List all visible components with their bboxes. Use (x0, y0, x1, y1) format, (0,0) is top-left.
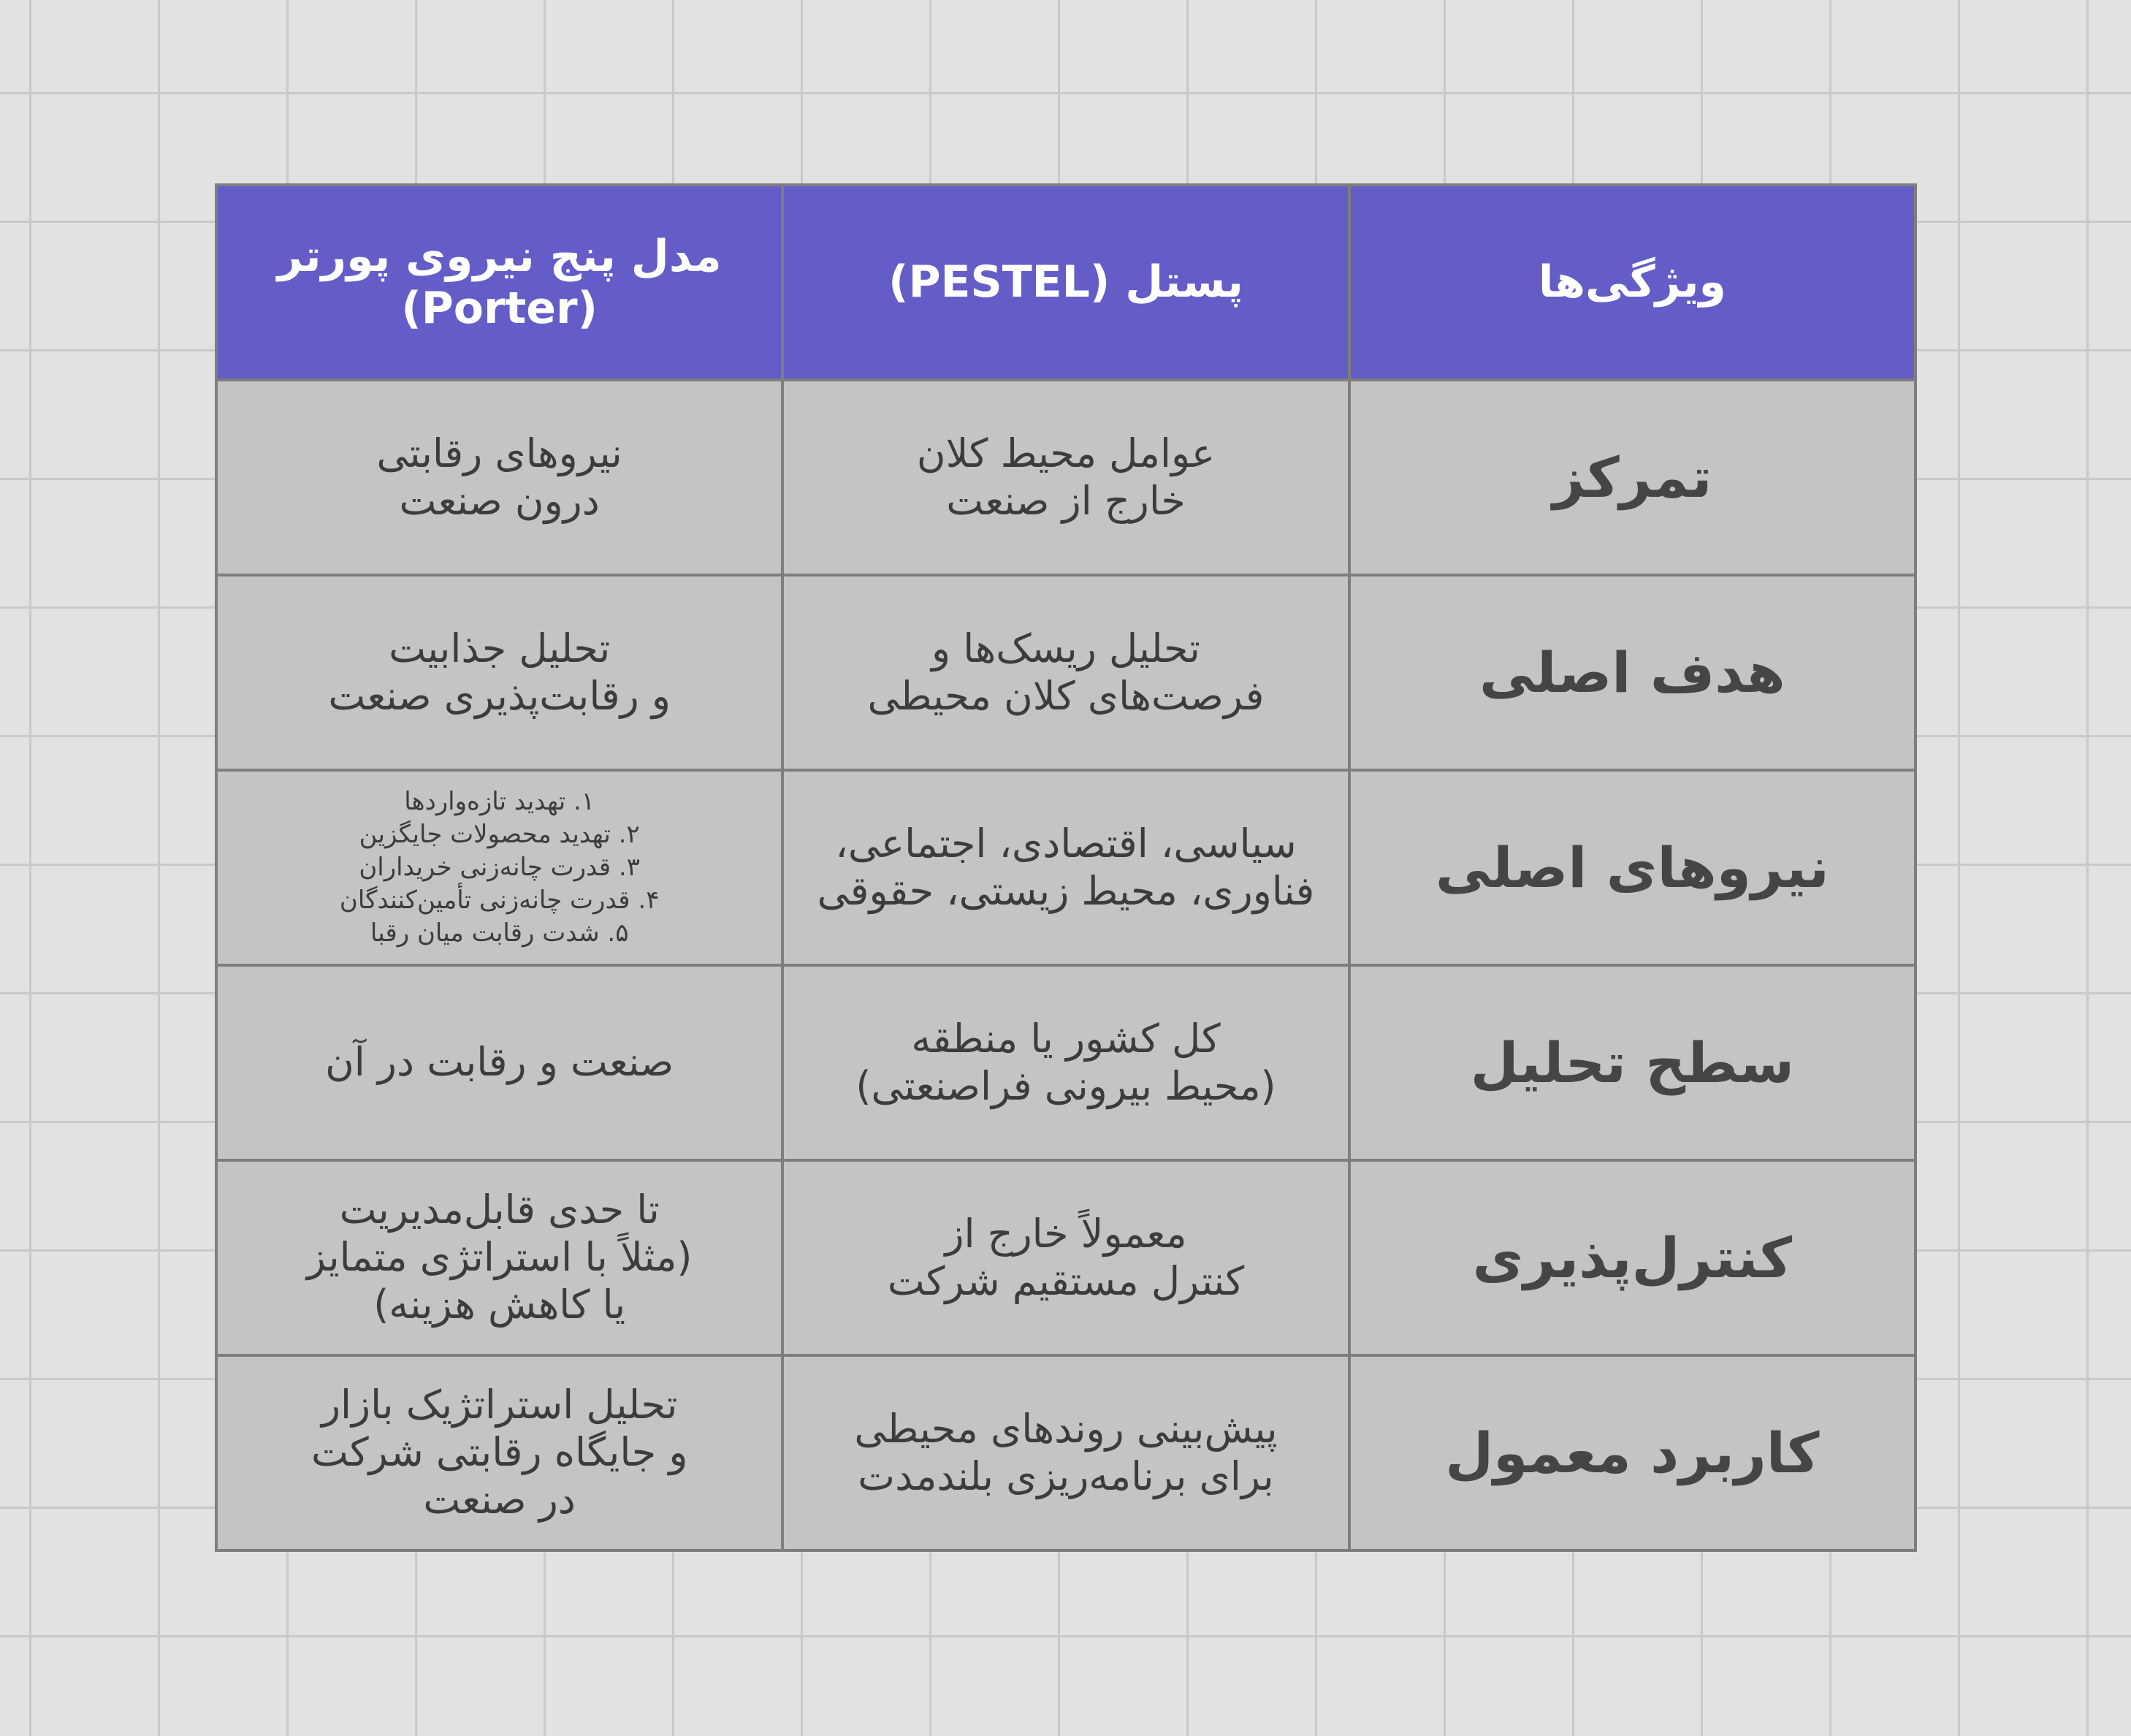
pestel-cell-focus: عوامل محیط کلان خارج از صنعت (782, 380, 1349, 575)
pestel-cell-controllability: معمولاً خارج از کنترل مستقیم شرکت (782, 1160, 1349, 1355)
header-porter: مدل پنج نیروی پورتر (Porter) (216, 185, 782, 380)
feature-cell-focus: تمرکز (1349, 380, 1915, 575)
header-pestel: پستل (PESTEL) (782, 185, 1349, 380)
table-row (216, 575, 1915, 770)
feature-cell-common-use: کاربرد معمول (1349, 1355, 1915, 1550)
porter-cell-main-forces: ۱. تهدید تازه‌واردها ۲. تهدید محصولات جایگزین ۳. قدرت چانه‌زنی خریداران ۴. قدرت چانه‌زنی تأمین‌کنندگان ۵. شدت رقابت میان رقبا (216, 770, 782, 965)
pestel-cell-common-use: پیش‌بینی روندهای محیطی برای برنامه‌ریزی بلندمدت (782, 1355, 1349, 1550)
feature-cell-controllability: کنترل‌پذیری (1349, 1160, 1915, 1355)
pestel-cell-main-forces: سیاسی، اقتصادی، اجتماعی، فناوری، محیط زیستی، حقوقی (782, 770, 1349, 965)
feature-cell-main-forces: نیروهای اصلی (1349, 770, 1915, 965)
porter-cell-main-goal: تحلیل جذابیت و رقابت‌پذیری صنعت (216, 575, 782, 770)
table-row (216, 965, 1915, 1160)
feature-cell-analysis-level: سطح تحلیل (1349, 965, 1915, 1160)
table-row (216, 1355, 1915, 1550)
pestel-cell-main-goal: تحلیل ریسک‌ها و فرصت‌های کلان محیطی (782, 575, 1349, 770)
comparison-table (215, 183, 1917, 1552)
table-row (216, 1160, 1915, 1355)
porter-cell-focus: نیروهای رقابتی درون صنعت (216, 380, 782, 575)
header-row (216, 185, 1915, 380)
porter-cell-analysis-level: صنعت و رقابت در آن (216, 965, 782, 1160)
porter-cell-common-use: تحلیل استراتژیک بازار و جایگاه رقابتی شرکت در صنعت (216, 1355, 782, 1550)
table-row (216, 380, 1915, 575)
table-row (216, 770, 1915, 965)
pestel-cell-analysis-level: کل کشور یا منطقه (محیط بیرونی فراصنعتی) (782, 965, 1349, 1160)
porter-cell-controllability: تا حدی قابل‌مدیریت (مثلاً با استراتژی متمایز یا کاهش هزینه) (216, 1160, 782, 1355)
feature-cell-main-goal: هدف اصلی (1349, 575, 1915, 770)
header-features: ویژگی‌ها (1349, 185, 1915, 380)
